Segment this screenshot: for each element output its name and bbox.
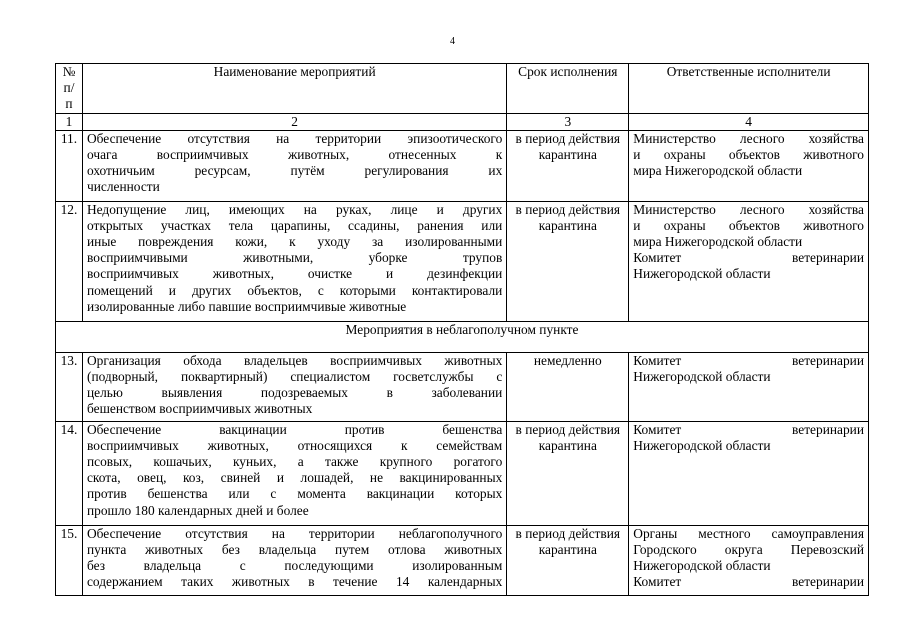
responsible-text-line: Комитет ветеринарии [633, 352, 864, 368]
measure-text-line: пункта животных без владельца путем отлова животных [86, 541, 503, 557]
responsible-text-line: Нижегородской области [633, 266, 771, 282]
responsible-text-line: и охраны объектов животного [633, 146, 864, 162]
cell-term [507, 130, 629, 201]
measure-text-line: восприимчивых животных, относящихся к семействам [86, 437, 503, 453]
cell-term [507, 421, 629, 525]
measure-text-line: открытых участках тела царапины, ссадины, ранения или [86, 217, 503, 233]
measure-text-line: прошло 180 календарных дней и более [86, 502, 309, 518]
responsible-text-line: мира Нижегородской области [633, 163, 803, 179]
responsible-text-line: Нижегородской области [633, 368, 771, 384]
responsible-text-line: Органы местного самоуправления [633, 525, 864, 541]
cell-name [82, 421, 506, 525]
column-index: 1 [56, 113, 83, 130]
cell-resp [629, 352, 869, 421]
cell-term [507, 525, 629, 595]
measure-text-line: охотничьим ресурсам, путём регулирования их [86, 163, 503, 179]
column-index: 2 [82, 113, 506, 130]
header-num: № п/п [56, 64, 83, 114]
measure-text-line: очага восприимчивых животных, отнесенных к [86, 146, 503, 162]
cell-name [82, 130, 506, 201]
table-header-row [56, 64, 869, 114]
measure-text-line: Организация обхода владельцев восприимчивых животных [86, 352, 503, 368]
page-number: 4 [450, 36, 455, 47]
responsible-text-line: и охраны объектов животного [633, 217, 864, 233]
measure-text-line: Обеспечение отсутствия на территории неблагополучного [86, 525, 503, 541]
cell-resp [629, 201, 869, 321]
section-row [56, 321, 869, 352]
cell-name [82, 352, 506, 421]
responsible-text-line: мира Нижегородской области [633, 234, 803, 250]
measure-text-line: целью выявления подозреваемых в заболевании [86, 385, 503, 401]
table-row [56, 421, 869, 525]
table-row [56, 201, 869, 321]
measure-text-line: псовых, кошачьих, куньих, а также крупного рогатого [86, 454, 503, 470]
measure-text-line: (подворный, поквартирный) специалистом госветслужбы с [86, 368, 503, 384]
measure-text-line: иные повреждения кожи, к уходу за изолированными [86, 234, 503, 250]
header-resp: Ответственные исполнители [629, 64, 869, 114]
cell-term [507, 352, 629, 421]
row-number: 11. [56, 130, 83, 201]
cell-name [82, 525, 506, 595]
column-index-row [56, 113, 869, 130]
cell-resp [629, 525, 869, 595]
measure-text-line: изолированные либо павшие восприимчивые животные [86, 298, 407, 314]
term-text-line: в период действия [515, 130, 621, 146]
term-text-line: карантина [538, 541, 597, 557]
term-text-line: в период действия [515, 421, 621, 437]
cell-term [507, 201, 629, 321]
term-text-line: в период действия [515, 201, 621, 217]
responsible-text-line: Комитет ветеринарии [633, 421, 864, 437]
responsible-text-line: Нижегородской области [633, 437, 771, 453]
cell-resp [629, 421, 869, 525]
cell-name [82, 201, 506, 321]
measure-text-line: Обеспечение отсутствия на территории эпизоотического [86, 130, 503, 146]
row-number: 12. [56, 201, 83, 321]
measure-text-line: Недопущение лиц, имеющих на руках, лице и других [86, 201, 503, 217]
measure-text-line: восприимчивыми животными, уборке трупов [86, 250, 503, 266]
responsible-text-line: Министерство лесного хозяйства [633, 130, 864, 146]
responsible-text-line: Комитет ветеринарии [633, 574, 864, 590]
measure-text-line: численности [86, 179, 160, 195]
measure-text-line: бешенством восприимчивых животных [86, 401, 313, 417]
responsible-text-line: Нижегородской области [633, 558, 771, 574]
measures-table [55, 63, 869, 596]
term-text-line: карантина [538, 217, 597, 233]
table-row [56, 525, 869, 595]
table-row [56, 352, 869, 421]
cell-resp [629, 130, 869, 201]
measure-text-line: без владельца с последующими изолированным [86, 558, 503, 574]
header-term: Срок исполнения [507, 64, 629, 114]
responsible-text-line: Комитет ветеринарии [633, 250, 864, 266]
table-body [56, 130, 869, 595]
header-name: Наименование мероприятий [82, 64, 506, 114]
measure-text-line: Обеспечение вакцинации против бешенства [86, 421, 503, 437]
measure-text-line: содержанием таких животных в течение 14 календарных [86, 574, 503, 590]
measure-text-line: восприимчивых животных, очистке и дезинфекции [86, 266, 503, 282]
row-number: 15. [56, 525, 83, 595]
column-index: 4 [629, 113, 869, 130]
table-row [56, 130, 869, 201]
term-text-line: карантина [538, 146, 597, 162]
measure-text-line: скота, овец, коз, свиней и лошадей, не вакцинированных [86, 470, 503, 486]
measure-text-line: помещений и других объектов, с которыми контактировали [86, 282, 503, 298]
row-number: 14. [56, 421, 83, 525]
responsible-text-line: Министерство лесного хозяйства [633, 201, 864, 217]
measure-text-line: против бешенства или с момента вакцинации которых [86, 486, 503, 502]
row-number: 13. [56, 352, 83, 421]
column-index: 3 [507, 113, 629, 130]
term-text-line: немедленно [533, 352, 602, 368]
responsible-text-line: Городского округа Перевозский [633, 541, 864, 557]
term-text-line: карантина [538, 437, 597, 453]
term-text-line: в период действия [515, 525, 621, 541]
section-title: Мероприятия в неблагополучном пункте [56, 321, 869, 352]
